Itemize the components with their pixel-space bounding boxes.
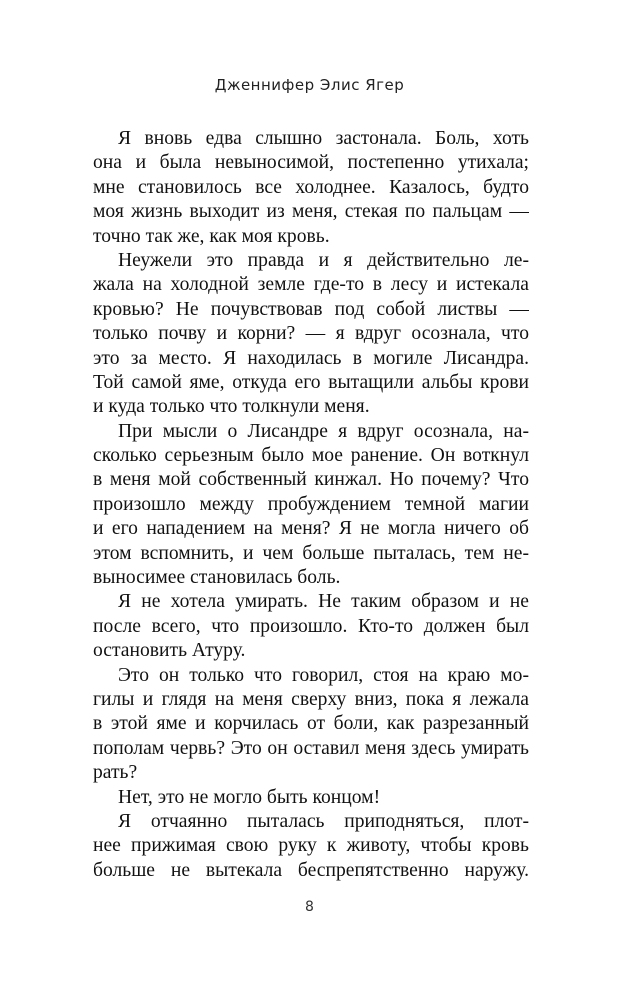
paragraph (93, 664, 529, 786)
text-line: она и была невыносимой, постепенно утихала; (93, 152, 529, 174)
text-line: остановить Атуру. (93, 640, 246, 662)
text-line: произошло между пробуждением темной магии (93, 493, 529, 515)
text-line: моя жизнь выходит из меня, стекая по пальцам — (93, 201, 529, 223)
text-line: точно так же, как моя кровь. (93, 225, 330, 247)
text-line: только почву и корни? — я вдруг осознала, что (93, 323, 529, 345)
page-number: 8 (305, 899, 314, 915)
text-line: мне становилось все холоднее. Казалось, будто (93, 176, 529, 198)
paragraph (93, 249, 529, 420)
paragraph (93, 420, 529, 591)
text-line: жала на холодной земле где-то в лесу и истекала (93, 274, 529, 296)
text-line: этом вспомнить, и чем больше пыталась, тем не- (93, 542, 529, 564)
text-line: Я не хотела умирать. Не таким образом и не (118, 591, 529, 613)
paragraph (93, 127, 529, 249)
body-text (93, 127, 529, 883)
text-line: Я отчаянно пыталась приподняться, плот- (118, 810, 529, 832)
text-line: в этой яме и корчилась от боли, как разрезанный (93, 713, 529, 735)
text-line: Это он только что говорил, стоя на краю мо- (118, 664, 529, 686)
text-line: пополам червь? Это он оставил меня здесь умирать (93, 737, 529, 759)
text-line: нее прижимая свою руку к животу, чтобы кровь (93, 835, 529, 857)
paragraph (93, 786, 529, 810)
text-line: Я вновь едва слышно застонала. Боль, хоть (118, 128, 529, 149)
paragraph (93, 590, 529, 663)
text-line: При мысли о Лисандре я вдруг осознала, на- (118, 420, 529, 442)
running-head: Дженнифер Элис Ягер (214, 76, 405, 94)
text-line: выносимее становилась боль. (93, 567, 341, 589)
text-line: в меня мой собственный кинжал. Но почему? Что (93, 469, 529, 491)
text-line: и его нападением на меня? Я не могла ничего об (93, 518, 529, 540)
text-line: Той самой яме, откуда его вытащили альбы крови (93, 371, 529, 393)
text-line: это за место. Я находилась в могиле Лисандра. (93, 347, 529, 369)
text-line: после всего, что произошло. Кто-то должен был (93, 615, 529, 637)
text-line: больше не вытекала беспрепятственно наружу. (93, 859, 529, 881)
text-line: и куда только что толкнули меня. (93, 396, 370, 418)
text-line: гилы и глядя на меня сверху вниз, пока я лежала (93, 688, 529, 710)
paragraph (93, 810, 529, 883)
text-line: Неужели это правда и я действительно ле- (118, 249, 529, 271)
text-line: рать? (93, 762, 138, 784)
text-line: Нет, это не могло быть концом! (118, 786, 381, 808)
text-line: сколько серьезным было мое ранение. Он воткнул (93, 445, 529, 467)
text-line: кровью? Не почувствовав под собой листвы — (93, 298, 529, 320)
